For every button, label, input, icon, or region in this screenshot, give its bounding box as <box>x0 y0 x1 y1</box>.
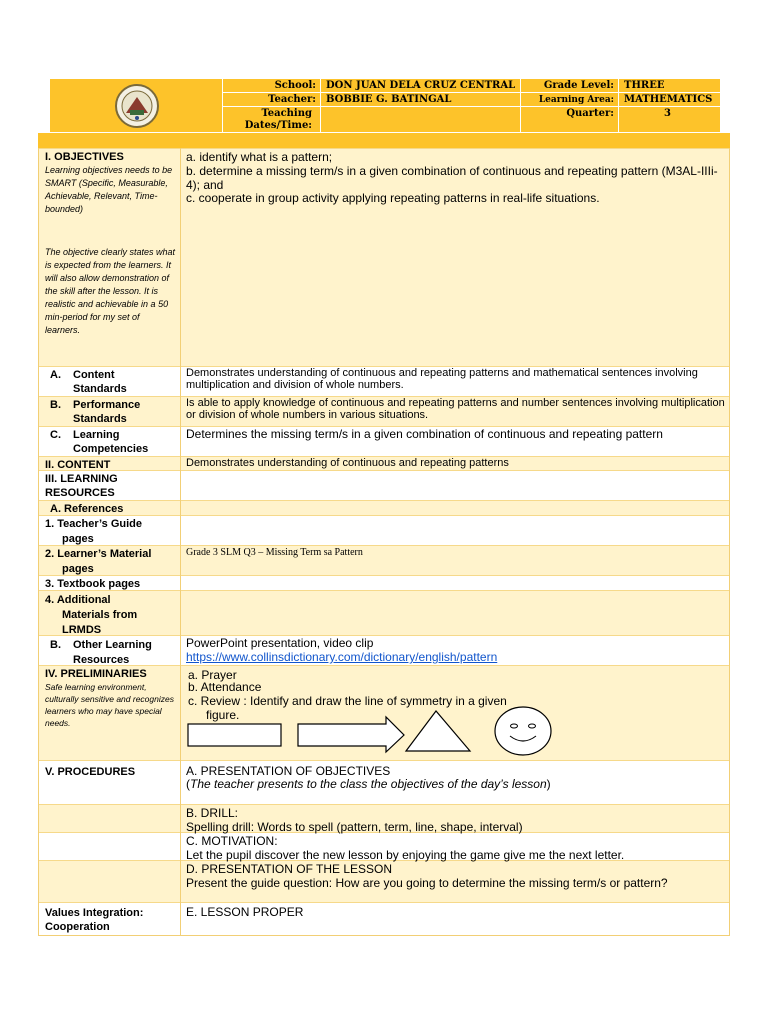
learning-competencies-text: Determines the missing term/s in a given combination of continuous and repeating pattern <box>186 427 663 441</box>
learning-area-label: Learning Area: <box>538 95 614 105</box>
quarter-value: 3 <box>664 108 671 119</box>
learning-area-value: MATHEMATICS <box>624 94 713 105</box>
learning-resources-heading: RESOURCES <box>45 487 115 499</box>
learners-material-label: pages <box>62 563 94 575</box>
learners-material-text: Grade 3 SLM Q3 – Missing Term sa Pattern <box>186 547 363 558</box>
performance-standards-label: Standards <box>73 413 127 425</box>
learning-competencies-label: Learning <box>73 429 120 441</box>
learning-competencies-letter: C. <box>50 429 61 441</box>
learning-competencies-label: Competencies <box>73 443 149 455</box>
column-divider <box>180 148 181 935</box>
preliminary-prayer: a. Prayer <box>188 668 237 682</box>
learners-material-label: 2. Learner’s Material <box>45 548 152 560</box>
other-resources-label: Other Learning <box>73 639 152 651</box>
teachers-guide-label: 1. Teacher’s Guide <box>45 518 143 530</box>
additional-materials-label: 4. Additional <box>45 594 111 606</box>
collins-dictionary-link[interactable]: https://www.collinsdictionary.com/dictionary/english/pattern <box>186 650 498 664</box>
rectangle-shape <box>188 724 281 746</box>
other-resources-label: Resources <box>73 654 130 666</box>
objectives-note-description: The objective clearly states what is expected from the learners. It will also allow demonstration of the skill after the lesson. It is realistic and achievable in a 50 min-period for my set of learners. <box>45 247 176 335</box>
smiley-face-shape <box>495 707 551 755</box>
motivation-title: C. MOTIVATION: <box>186 834 278 848</box>
objective-a: a. identify what is a pattern; <box>186 150 333 164</box>
other-resources-text: PowerPoint presentation, video clip <box>186 636 374 650</box>
content-standards-label: Content <box>73 369 115 381</box>
objective-b: b. determine a missing term/s in a given combination of continuous and repeating pattern (M3AL-IIIi-4); and <box>186 164 718 192</box>
presentation-of-objectives-italic: The teacher presents to the class the objectives of the day’s lesson <box>190 777 547 791</box>
teaching-dates-label: Dates/Time: <box>244 120 312 131</box>
content-heading: II. CONTENT <box>45 459 111 471</box>
additional-materials-label: Materials from <box>62 609 138 621</box>
objectives-note-smart: Learning objectives needs to be SMART (Specific, Measurable, Achievable, Relevant, Time-bounded) <box>45 165 173 214</box>
procedures-heading: V. PROCEDURES <box>45 766 136 778</box>
textbook-pages-label: 3. Textbook pages <box>45 578 141 590</box>
quarter-label: Quarter: <box>566 108 614 119</box>
presentation-of-objectives-title: A. PRESENTATION OF OBJECTIVES <box>186 764 391 778</box>
teacher-value: BOBBIE G. BATINGAL <box>326 94 452 105</box>
other-resources-letter: B. <box>50 639 61 651</box>
additional-materials-label: LRMDS <box>62 624 102 636</box>
table-row <box>38 470 730 500</box>
school-label: School: <box>274 80 316 91</box>
teacher-label: Teacher: <box>268 94 316 105</box>
preliminary-review: figure. <box>206 708 240 722</box>
drill-title: B. DRILL: <box>186 806 239 820</box>
presentation-of-objectives-text: (The teacher presents to the class the objectives of the day’s lesson) <box>186 777 551 791</box>
school-value: DON JUAN DELA CRUZ CENTRAL <box>326 80 516 91</box>
teachers-guide-label: pages <box>62 533 94 545</box>
presentation-of-lesson-title: D. PRESENTATION OF THE LESSON <box>186 862 393 876</box>
preliminary-review: c. Review : Identify and draw the line of symmetry in a given <box>188 694 507 708</box>
content-standards-text: Demonstrates understanding of continuous and repeating patterns and mathematical sentences involving multiplication and division of whole numbers. <box>186 367 698 391</box>
lesson-proper-title: E. LESSON PROPER <box>186 905 304 919</box>
learning-resources-heading: III. LEARNING <box>45 473 118 485</box>
teaching-dates-label: Teaching <box>261 108 312 119</box>
drill-text: Spelling drill: Words to spell (pattern, term, line, shape, interval) <box>186 820 523 834</box>
objective-c: c. cooperate in group activity applying repeating patterns in real-life situations. <box>186 191 600 205</box>
values-integration-label: Cooperation <box>45 921 110 933</box>
references-label: A. References <box>50 503 124 515</box>
content-standards-label: Standards <box>73 383 127 395</box>
table-row <box>38 500 730 515</box>
table-border <box>729 148 730 935</box>
table-border <box>38 148 39 935</box>
preliminaries-note: Safe learning environment, culturally sensitive and recognizes learners who may have special needs. <box>45 682 174 728</box>
performance-standards-text: Is able to apply knowledge of continuous and repeating patterns and number sentences involving multiplication or division of whole numbers in various situations. <box>186 397 725 421</box>
preliminary-attendance: b. Attendance <box>188 680 262 694</box>
content-text: Demonstrates understanding of continuous and repeating patterns <box>186 457 509 469</box>
triangle-shape <box>406 711 470 751</box>
performance-standards-label: Performance <box>73 399 141 411</box>
symmetry-shapes <box>180 706 560 756</box>
table-row <box>38 575 730 590</box>
grade-level-label: Grade Level: <box>543 80 614 91</box>
presentation-of-lesson-text: Present the guide question: How are you going to determine the missing term/s or pattern? <box>186 876 668 890</box>
performance-standards-letter: B. <box>50 399 61 411</box>
arrow-shape <box>298 717 404 752</box>
preliminaries-heading: IV. PRELIMINARIES <box>45 668 147 680</box>
values-integration-label: Values Integration: <box>45 907 144 919</box>
content-standards-letter: A. <box>50 369 61 381</box>
grade-level-value: THREE <box>624 80 665 91</box>
table-row <box>38 590 730 635</box>
objectives-heading: I. OBJECTIVES <box>45 151 124 163</box>
table-border <box>38 935 730 936</box>
motivation-text: Let the pupil discover the new lesson by enjoying the game give me the next letter. <box>186 848 625 862</box>
